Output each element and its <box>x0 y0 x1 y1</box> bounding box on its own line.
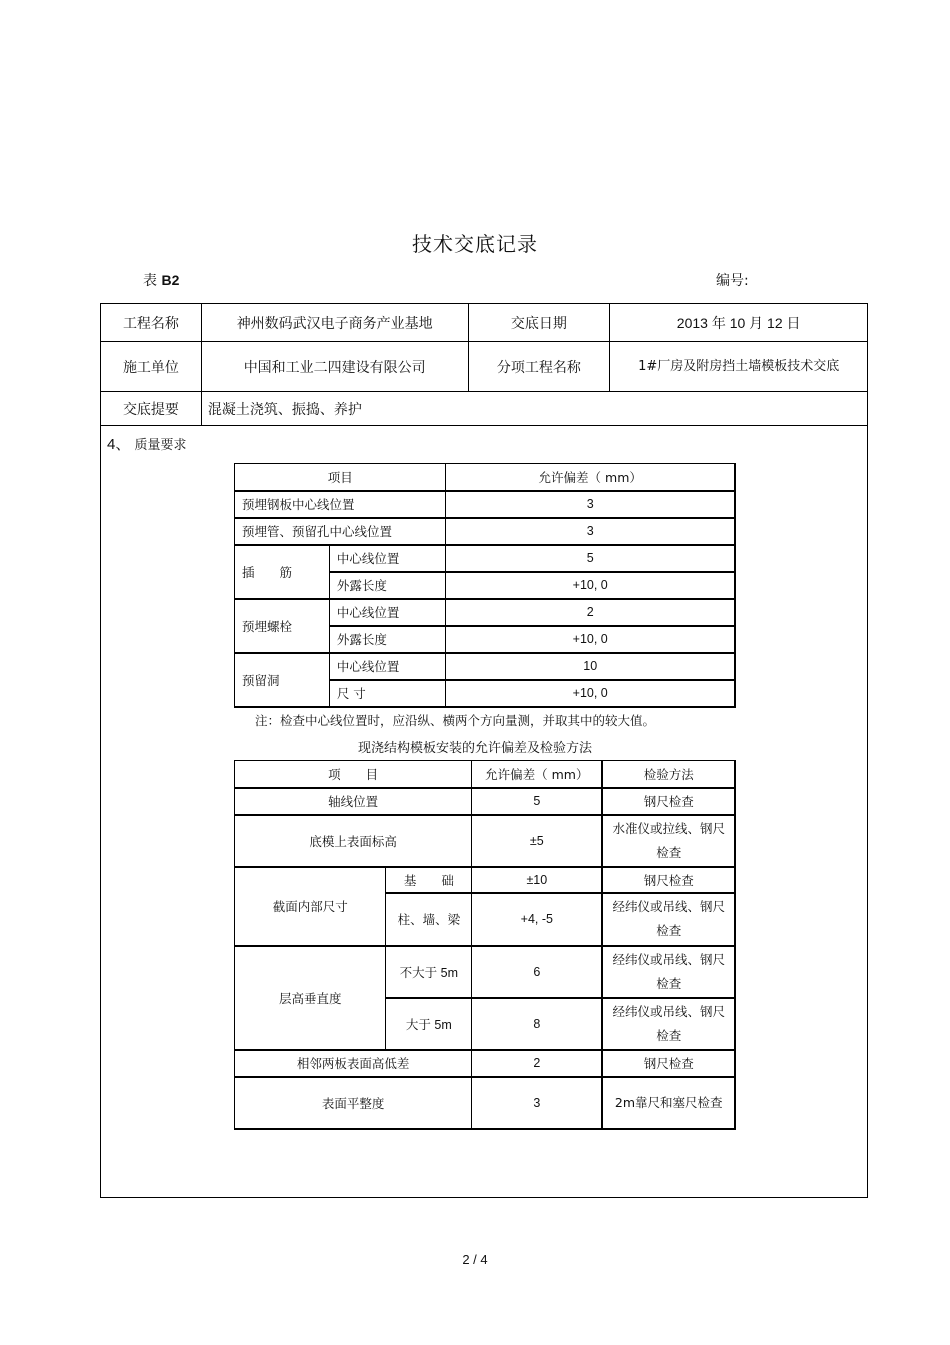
col-method-header: 检验方法 <box>602 761 735 788</box>
sub-item: 外露长度 <box>329 572 446 599</box>
row-tolerance: +10, 0 <box>446 572 735 599</box>
sub-item: 基 础 <box>386 867 472 893</box>
row-item: 轴线位置 <box>235 788 472 815</box>
col-tolerance-header: 允许偏差（ mm） <box>472 761 603 788</box>
sub-item: 外露长度 <box>329 626 446 653</box>
row-item: 预埋钢板中心线位置 <box>235 491 446 518</box>
col-item-header: 项 目 <box>235 761 472 788</box>
sub-item: 中心线位置 <box>329 599 446 626</box>
row-method: 经纬仪或吊线、钢尺检查 <box>602 946 735 998</box>
row-method: 钢尺检查 <box>602 1050 735 1077</box>
contractor: 中国和工业二四建设有限公司 <box>201 342 468 392</box>
row-item: 相邻两板表面高低差 <box>235 1050 472 1077</box>
subproject-name: 1#厂房及附房挡土墙模板技术交底 <box>610 342 868 392</box>
row-method: 钢尺检查 <box>602 788 735 815</box>
contractor-label: 施工单位 <box>101 342 202 392</box>
col-tolerance-header: 允许偏差（ mm） <box>446 464 735 491</box>
header-table <box>100 303 868 426</box>
tolerance-table-embedded <box>234 463 736 708</box>
sub-item: 尺 寸 <box>329 680 446 707</box>
col-item-header: 项目 <box>235 464 446 491</box>
document-title: 技术交底记录 <box>412 232 538 256</box>
project-name-label: 工程名称 <box>101 304 202 342</box>
table-number: 表 B2 <box>143 272 180 289</box>
row-tolerance: 6 <box>472 946 603 998</box>
row-tolerance: 5 <box>472 788 603 815</box>
row-tolerance: 10 <box>446 653 735 680</box>
date-label: 交底日期 <box>468 304 610 342</box>
sub-item: 中心线位置 <box>329 653 446 680</box>
row-method: 2m靠尺和塞尺检查 <box>602 1077 735 1129</box>
sub-item: 大于 5m <box>386 998 472 1050</box>
row-tolerance: 2 <box>472 1050 603 1077</box>
row-method: 水准仪或拉线、钢尺检查 <box>602 815 735 867</box>
summary-text: 混凝土浇筑、振捣、养护 <box>201 392 867 426</box>
row-method: 经纬仪或吊线、钢尺检查 <box>602 893 735 946</box>
row-tolerance: 5 <box>446 545 735 572</box>
row-item: 底模上表面标高 <box>235 815 472 867</box>
summary-label: 交底提要 <box>101 392 202 426</box>
subproject-label: 分项工程名称 <box>468 342 610 392</box>
row-tolerance: 3 <box>446 491 735 518</box>
row-method: 钢尺检查 <box>602 867 735 893</box>
row-tolerance: 3 <box>472 1077 603 1129</box>
row-tolerance: ±10 <box>472 867 603 893</box>
group-name: 预埋螺栓 <box>235 599 330 653</box>
row-tolerance: +10, 0 <box>446 626 735 653</box>
table-caption: 现浇结构模板安装的允许偏差及检验方法 <box>357 741 592 756</box>
row-tolerance: +10, 0 <box>446 680 735 707</box>
row-tolerance: ±5 <box>472 815 603 867</box>
row-tolerance: 8 <box>472 998 603 1050</box>
project-name: 神州数码武汉电子商务产业基地 <box>201 304 468 342</box>
formwork-tolerance-table <box>234 760 736 1130</box>
row-tolerance: 2 <box>446 599 735 626</box>
group-name: 预留洞 <box>235 653 330 707</box>
row-tolerance: +4, -5 <box>472 893 603 946</box>
row-item: 表面平整度 <box>235 1077 472 1129</box>
page-number: 2 / 4 <box>462 1252 488 1267</box>
sub-item: 柱、墙、梁 <box>386 893 472 946</box>
date-value: 2013 年 10 月 12 日 <box>610 304 868 342</box>
sub-item: 中心线位置 <box>329 545 446 572</box>
serial-number-label: 编号: <box>716 273 749 289</box>
table-note: 注：检查中心线位置时，应沿纵、横两个方向量测，并取其中的较大值。 <box>255 713 656 728</box>
sub-item: 不大于 5m <box>386 946 472 998</box>
section-heading: 4、 质量要求 <box>107 436 187 453</box>
row-method: 经纬仪或吊线、钢尺检查 <box>602 998 735 1050</box>
row-item: 预埋管、预留孔中心线位置 <box>235 518 446 545</box>
group-name: 层高垂直度 <box>235 946 386 1050</box>
group-name: 截面内部尺寸 <box>235 867 386 946</box>
row-tolerance: 3 <box>446 518 735 545</box>
group-name: 插 筋 <box>235 545 330 599</box>
